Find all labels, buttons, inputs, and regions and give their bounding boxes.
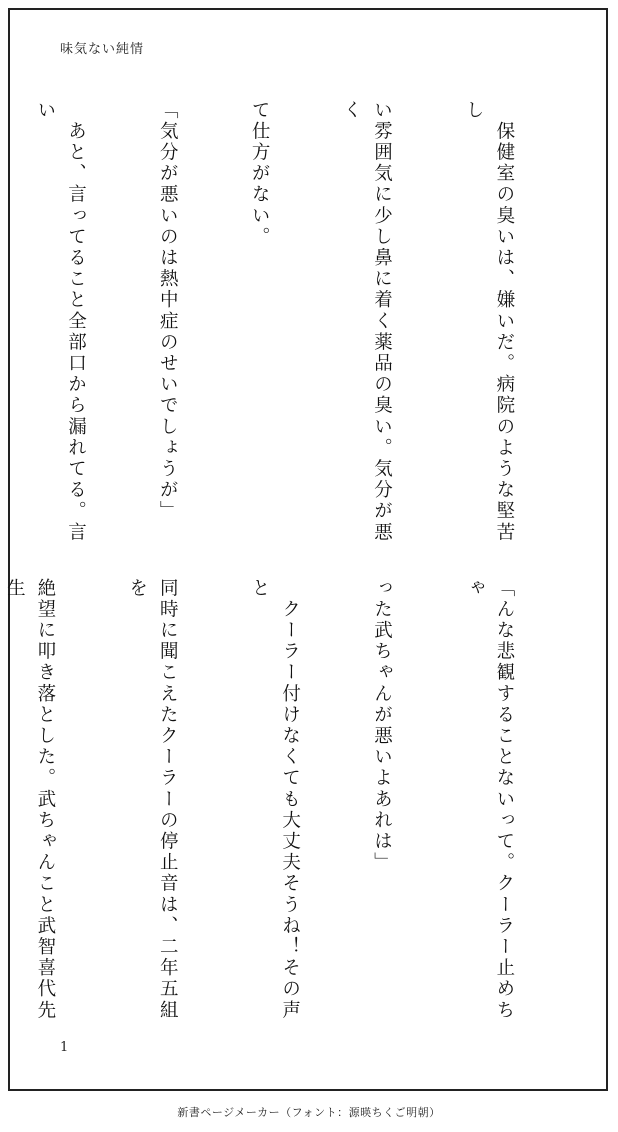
book-page (4, 8, 608, 1091)
text-line: て仕方がない。 (249, 100, 271, 248)
text-column-bottom (4, 578, 580, 1030)
text-line: 「気分が悪いのは熱中症のせいでしょうが」 (157, 100, 179, 522)
footer-credit: 新書ページメーカー（フォント：源暎ちくご明朝） (177, 1106, 441, 1119)
text-line: クーラー付けなくても大丈夫そうね！その声と (249, 578, 301, 1022)
text-line: 同時に聞こえたクーラーの停止音は、二年五組を (126, 578, 179, 1022)
text-line: 絶望に叩き落とした。武ちゃんこと武智喜代先生 (4, 578, 56, 1022)
text-line: 「んな悲観することないって。クーラー止めちゃ (463, 578, 515, 1022)
text-column-top (32, 100, 580, 552)
text-line: あと、言ってること全部口から漏れてる。言い (34, 100, 87, 544)
text-line: 保健室の臭いは、嫌いだ。病院のような堅苦し (463, 100, 515, 544)
page-title: 味気ない純情 (60, 42, 145, 57)
text-line: い雰囲気に少し鼻に着く薬品の臭い。気分が悪く (340, 100, 393, 544)
text-line: った武ちゃんが悪いよあれは」 (371, 578, 393, 874)
page-number: 1 (60, 1040, 69, 1055)
